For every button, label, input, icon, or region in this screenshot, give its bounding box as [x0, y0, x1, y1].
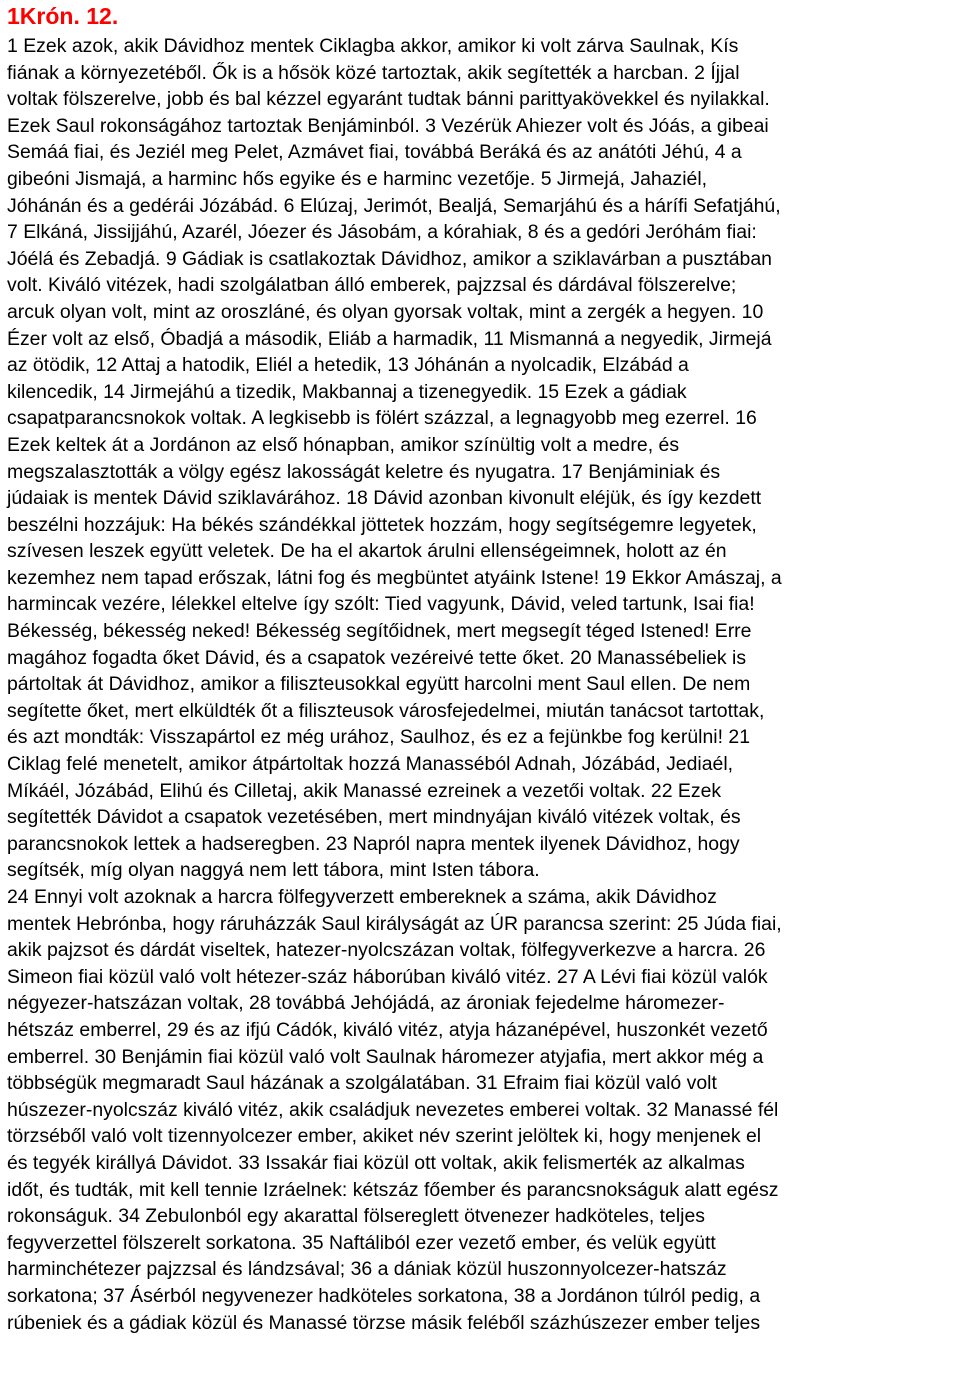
chapter-body	[7, 33, 960, 1336]
text-line: segítsék, míg olyan naggyá nem lett tábora, mint Isten tábora.	[7, 859, 540, 882]
text-line: 7 Elkáná, Jissijjáhú, Azarél, Jóezer és Jásobám, a kórahiak, 8 és a gedóri Jeróhám fiai:	[7, 221, 757, 244]
text-line: volt. Kiváló vitézek, hadi szolgálatban álló emberek, pajzzsal és dárdával fölszerelve;	[7, 274, 737, 297]
text-line: pártoltak át Dávidhoz, amikor a filiszteusokkal együtt harcolni ment Saul ellen. De nem	[7, 673, 751, 696]
text-line: törzséből való volt tizennyolcezer ember, akiket név szerint jelöltek ki, hogy menjenek el	[7, 1125, 762, 1148]
text-line: húszezer-nyolcszáz kiváló vitéz, akik családjuk nevezetes emberei voltak. 32 Manassé fél	[7, 1098, 779, 1121]
text-line: magához fogadta őket Dávid, és a csapatok vezéreivé tette őket. 20 Manassébeliek is	[7, 646, 747, 669]
text-line: Ciklag felé menetelt, amikor átpártoltak hozzá Manasséból Adnah, Józábád, Jediaél,	[7, 753, 734, 776]
text-line: gibeóni Jismajá, a harminc hős egyike és e harminc vezetője. 5 Jirmejá, Jahaziél,	[7, 167, 708, 190]
text-line: az ötödik, 12 Attaj a hatodik, Eliél a hetedik, 13 Jóhánán a nyolcadik, Elzábád a	[7, 354, 689, 377]
text-line: Ezek keltek át a Jordánon az első hónapban, amikor színültig volt a medre, és	[7, 433, 680, 456]
text-line: Békesség, békesség neked! Békesség segítőidnek, mert megsegít téged Istened! Erre	[7, 620, 752, 643]
text-line: fiának a környezetéből. Ők is a hősök közé tartoztak, akik segítették a harcban. 2 Íjjal	[7, 61, 740, 84]
text-line: és azt mondták: Visszapártol ez még urához, Saulhoz, és ez a fejünkbe fog kerülni! 21	[7, 726, 751, 749]
text-line: harminchétezer pajzzsal és lándzsával; 36 a dániak közül huszonnyolcezer-hatszáz	[7, 1258, 727, 1281]
text-line: négyezer-hatszázan voltak, 28 továbbá Jehójádá, az ároniak fejedelme háromezer-	[7, 992, 725, 1015]
text-line: segítette őket, mert elküldték őt a filiszteusok városfejedelmei, miután tanácsot tartottak,	[7, 699, 765, 722]
text-line: akik pajzsot és dárdát viseltek, hatezer-nyolcszázan voltak, fölfegyverkezve a harcra. 26	[7, 939, 766, 962]
text-line: Ezek Saul rokonságához tartoztak Benjáminból. 3 Vezérük Ahiezer volt és Jóás, a gibeai	[7, 114, 769, 137]
text-line: és tegyék királlyá Dávidot. 33 Issakár fiai közül ott voltak, akik felismerték az alkalmas	[7, 1151, 745, 1174]
text-line: sorkatona; 37 Ásérból negyvenezer hadköteles sorkatona, 38 a Jordánon túlról pedig, a	[7, 1284, 761, 1307]
text-line: harmincak vezére, lélekkel eltelve így szólt: Tied vagyunk, Dávid, veled tartunk, Isai fia!	[7, 593, 755, 616]
text-line: beszélni hozzájuk: Ha békés szándékkal jöttetek hozzám, hogy segítségemre legyetek,	[7, 513, 757, 536]
text-line: mentek Hebrónba, hogy ráruházzák Saul királyságát az ÚR parancsa szerint: 25 Júda fiai,	[7, 912, 782, 935]
text-line: parancsnokok lettek a hadseregben. 23 Napról napra mentek ilyenek Dávidhoz, hogy	[7, 832, 740, 855]
text-line: szívesen leszek együtt veletek. De ha el akartok árulni ellenségeimnek, holott az én	[7, 540, 727, 563]
text-line: Semáá fiai, és Jeziél meg Pelet, Azmávet fiai, továbbá Beráká és az anátóti Jéhú, 4 a	[7, 141, 742, 164]
text-line: voltak fölszerelve, jobb és bal kézzel egyaránt tudtak bánni parittyakövekkel és nyilakkal.	[7, 88, 770, 111]
text-line: Simeon fiai közül való volt hétezer-száz háborúban kiváló vitéz. 27 A Lévi fiai közül valók	[7, 965, 768, 988]
text-line: 1 Ezek azok, akik Dávidhoz mentek Ciklagba akkor, amikor ki volt zárva Saulnak, Kís	[7, 35, 739, 57]
text-line: fegyverzettel fölszerelt sorkatona. 35 Naftáliból ezer vezető ember, és velük együtt	[7, 1231, 716, 1254]
text-line: arcuk olyan volt, mint az oroszláné, és olyan gyorsak voltak, mint a zergék a hegyen. 10	[7, 300, 764, 323]
text-line: segítették Dávidot a csapatok vezetésében, mert mindnyájan kiváló vitézek voltak, és	[7, 806, 741, 829]
text-line: rúbeniek és a gádiak közül és Manassé törzse másik feléből százhúszezer ember teljes	[7, 1311, 761, 1334]
text-line: kezemhez nem tapad erőszak, látni fog és megbüntet atyáink Istene! 19 Ekkor Amászaj, a	[7, 566, 782, 589]
text-line: többségük megmaradt Saul házának a szolgálatában. 31 Efraim fiai közül való volt	[7, 1072, 717, 1095]
text-line: Ézer volt az első, Óbadjá a második, Eliáb a harmadik, 11 Mismanná a negyedik, Jirmejá	[7, 327, 772, 350]
text-line: Jóhánán és a gedérái Józábád. 6 Elúzaj, Jerimót, Bealjá, Semarjáhú és a hárífi Sefatjáhú,	[7, 194, 781, 217]
text-line: emberrel. 30 Benjámin fiai közül való volt Saulnak háromezer atyjafia, mert akkor még a	[7, 1045, 764, 1068]
text-line: júdaiak is mentek Dávid sziklavárához. 18 Dávid azonban kivonult eléjük, és így kezdett	[7, 487, 762, 510]
text-line: Jóélá és Zebadjá. 9 Gádiak is csatlakoztak Dávidhoz, amikor a sziklavárban a pusztában	[7, 247, 772, 270]
text-line: kilencedik, 14 Jirmejáhú a tizedik, Makbannaj a tizenegyedik. 15 Ezek a gádiak	[7, 380, 687, 403]
text-line: csapatparancsnokok voltak. A legkisebb is fölért százzal, a legnagyobb meg ezerrel. 16	[7, 407, 757, 430]
text-line: megszalasztották a völgy egész lakosságát keletre és nyugatra. 17 Benjáminiak és	[7, 460, 721, 483]
text-line: hétszáz emberrel, 29 és az ifjú Cádók, kiváló vitéz, atyja házanépével, huszonkét vezető	[7, 1018, 768, 1041]
text-line: Míkáél, Józábád, Elihú és Cilletaj, akik Manassé ezreinek a vezetői voltak. 22 Ezek	[7, 779, 722, 802]
text-line: időt, és tudták, mit kell tennie Izráelnek: kétszáz főember és parancsnokságuk alatt egész	[7, 1178, 779, 1201]
chapter-title: 1Krón. 12.	[7, 3, 119, 29]
document-page	[7, 0, 960, 1336]
text-line: rokonságuk. 34 Zebulonból egy akarattal fölsereglett ötvenezer hadköteles, teljes	[7, 1205, 706, 1228]
text-line: 24 Ennyi volt azoknak a harcra fölfegyverzett embereknek a száma, akik Dávidhoz	[7, 886, 717, 908]
